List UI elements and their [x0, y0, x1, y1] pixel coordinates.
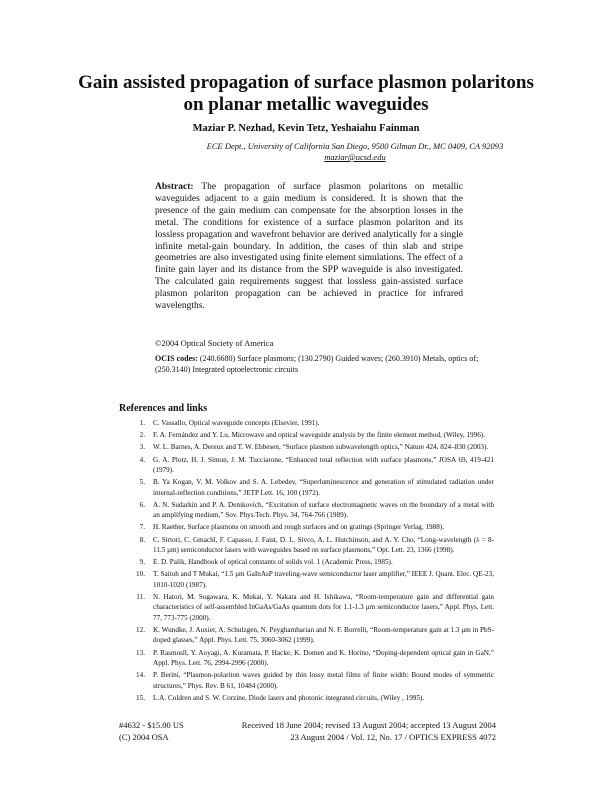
reference-item — [119, 522, 494, 532]
reference-number: 15. — [136, 693, 145, 702]
reference-item — [119, 442, 494, 452]
reference-text: C. Sirtori, C. Gmachl, F. Capasso, J. Faist, D. L. Sivco, A. L. Hutchinson, and A. Y. Cho, “Long-wavelength (λ = 8-11.5 μm) semiconductor lasers with waveguides based on surface plasmons,” Opt. Lett. 23, 1366 (1998). — [153, 535, 494, 555]
abstract-block — [155, 182, 463, 313]
ocis-text: (240.6680) Surface plasmons; (130.2790) Guided waves; (260.3910) Metals, optics of; (250.3140) Integrated optoelectronic circuits — [155, 354, 479, 374]
reference-text: P. Berini, “Plasmon-polariton waves guided by thin lossy metal films of finite width: Bound modes of symmetric structures,” Phys. Rev. B 61, 10484 (2000). — [153, 671, 494, 690]
footer-dates: Received 18 June 2004; revised 13 August 2004; accepted 13 August 2004 — [241, 720, 496, 730]
reference-text: T. Saitoh and T Mukai, “1.5 μm GaInAsP traveling-wave semiconductor laser amplifier,” IEEE J. Quant. Elec. QE-23, 1010-1020 (1987). — [153, 570, 494, 589]
reference-item — [119, 455, 494, 476]
reference-number: 10. — [136, 570, 145, 579]
reference-item — [119, 648, 494, 669]
reference-number: 14. — [136, 671, 145, 680]
footer-journal-info: 23 August 2004 / Vol. 12, No. 17 / OPTICS EXPRESS 4072 — [290, 732, 496, 742]
reference-text: W. L. Barnes, A. Dereux and T. W. Ebbesen, “Surface plasmon subwavelength optics,” Nature 424, 824–830 (2003). — [153, 443, 489, 452]
reference-text: B. Ya Kogan, V. M. Volkov and S. A. Lebedev, “Superluminescence and generation of stimulated radiation under internal-reflection conditions,” JETP Lett. 16, 100 (1972). — [153, 478, 494, 497]
reference-item — [119, 477, 494, 498]
reference-number: 12. — [136, 626, 145, 635]
reference-item — [119, 592, 494, 623]
paper-title: Gain assisted propagation of surface plasmon polaritons on planar metallic waveguides — [78, 72, 534, 115]
reference-text: A. N. Sudarkin and P. A. Demkovich, “Excitation of surface electromagnetic waves on the boundary of a metal with an amplifying medium,” Sov. Phys.Tech. Phys. 34, 764-766 (1989). — [153, 500, 494, 520]
reference-item — [119, 418, 494, 428]
abstract-text: The propagation of surface plasmon polaritons on metallic waveguides adjacent to a gain medium is considered. It is shown that the presence of the gain medium can compensate for the absorption losses in the metal. The conditions for existence of a surface plasmon polariton and its lossless propagation and wavefront behavior are derived analytically for a single infinite metal-gain boundary. In addition, the cases of thin slab and stripe geometries are also investigated using finite element simulations. The effect of a finite gain layer and its distance from the SPP waveguide is also investigated. The calculated gain requirements suggest that lossless gain-assisted surface plasmon polariton propagation can be achieved in practice for infrared wavelengths. — [155, 182, 463, 312]
reference-number: 3. — [139, 443, 145, 452]
reference-item — [119, 500, 494, 521]
ocis-codes — [155, 354, 480, 375]
reference-text: C. Vassallo, Optical waveguide concepts (Elsevier, 1991). — [153, 419, 320, 427]
references-list — [119, 418, 494, 705]
reference-item — [119, 569, 494, 590]
reference-number: 7. — [139, 523, 145, 532]
copyright-notice: ©2004 Optical Society of America — [155, 338, 274, 348]
reference-number: 6. — [139, 500, 145, 509]
reference-number: 1. — [139, 419, 145, 427]
reference-item — [119, 535, 494, 556]
references-heading: References and links — [119, 403, 208, 414]
reference-text: N. Hatori, M. Sugawara, K. Mukai, Y. Nakata and H. Ishikawa, “Room-temperature gain and differential gain characteristics of self-assembled InGaAs/GaAs quantum dots for 1.1-1.3 μm semiconductor lasers,” Appl. Phys. Lett. 77, 773-775 (2000). — [153, 593, 494, 622]
reference-text: E. D. Palik, Handbook of optical constants of solids vol. 1 (Academic Press, 1985). — [153, 558, 393, 567]
reference-item — [119, 670, 494, 691]
abstract-label: Abstract: — [155, 182, 194, 192]
reference-number: 5. — [139, 478, 145, 487]
reference-item — [119, 693, 494, 703]
reference-text: L.A. Coldren and S. W. Corzine, Diode lasers and photonic integrated circuits, (Wiley , 1995). — [153, 693, 425, 702]
paper-authors: Maziar P. Nezhad, Kevin Tetz, Yeshaiahu Fainman — [192, 123, 420, 134]
reference-text: P. Rasmusll, Y. Aoyagi, A. Kuramata, P. Hacke, K. Domen and K. Horino, “Doping-dependent optical gain in GaN,” Appl. Phys. Lett. 76, 2994-2996 (2000). — [153, 648, 494, 668]
author-email-link[interactable]: maziar@ucsd.edu — [324, 152, 386, 162]
reference-number: 8. — [139, 535, 145, 544]
reference-text: F. A. Fernández and Y. Lu, Microwave and optical waveguide analysis by the finite element method, (Wiley, 1996). — [153, 431, 485, 440]
reference-number: 11. — [136, 593, 145, 602]
reference-number: 4. — [139, 455, 145, 464]
reference-text: H. Raether, Surface plasmons on smooth and rough surfaces and on gratings (Springer Verlag, 1988). — [153, 523, 445, 532]
paper-affiliation: ECE Dept., University of California San Diego, 9500 Gilman Dr., MC 0409, CA 92093 — [206, 141, 504, 151]
reference-number: 13. — [136, 648, 145, 657]
reference-text: G. A. Plotz, H. J. Simon, J. M. Tucciarone, “Enhanced total reflection with surface plasmons,” JOSA 69, 419-421 (1979). — [153, 455, 494, 475]
footer-copyright: (C) 2004 OSA — [119, 732, 169, 742]
ocis-label: OCIS codes: — [155, 354, 198, 363]
reference-item — [119, 625, 494, 646]
reference-number: 9. — [139, 558, 145, 567]
reference-number: 2. — [139, 431, 145, 440]
footer-price: #4632 - $15.00 US — [119, 720, 184, 730]
reference-item — [119, 557, 494, 567]
reference-item — [119, 430, 494, 440]
reference-text: K. Wundke, J. Auxier, A. Schulzgen, N. Peyghambarian and N. F. Borrelli, “Room-temperature gain at 1.3 μm in PbS-doped glasses,” Appl. Phys. Lett. 75, 3060-3062 (1999). — [153, 626, 494, 645]
